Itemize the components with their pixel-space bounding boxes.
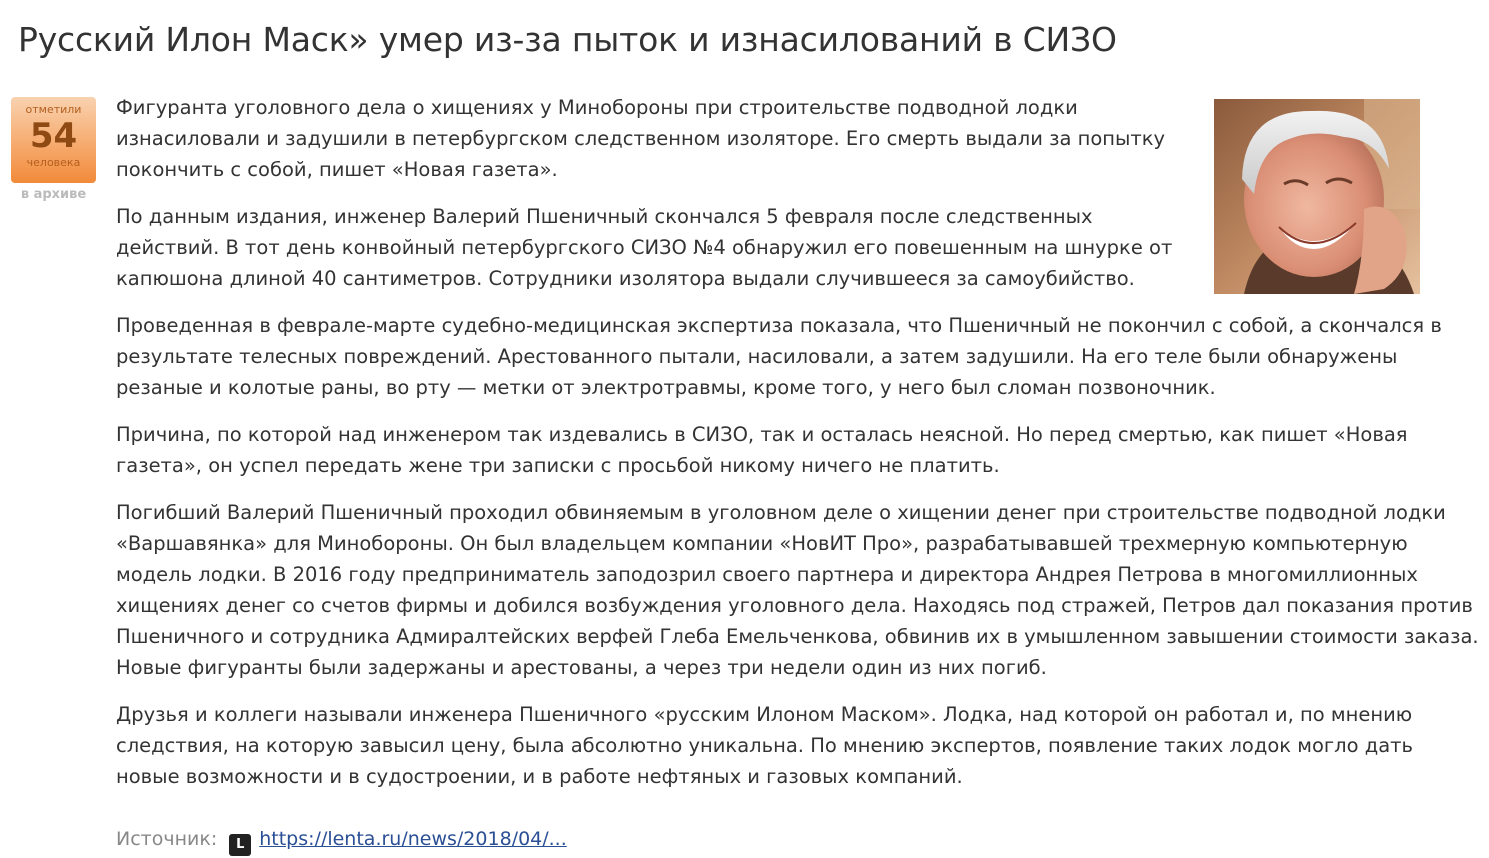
likes-top-label: отметили: [25, 103, 82, 116]
source-link[interactable]: https://lenta.ru/news/2018/04/...: [259, 828, 567, 850]
likes-bottom-label: человека: [26, 156, 81, 169]
article-title: Русский Илон Маск» умер из-за пыток и изнасилований в СИЗО: [18, 20, 1117, 59]
article-body: [116, 92, 1482, 808]
source-label: Источник:: [116, 828, 218, 850]
article-paragraph: По данным издания, инженер Валерий Пшеничный скончался 5 февраля после следственных действий. В тот день конвойный петербургского СИЗО №4 обнаружил его повешенным на шнурке от капюшона длиной 40 сантиметров. Сотрудники изолятора выдали случившееся за самоубийство.: [116, 205, 1173, 290]
source-line: [116, 825, 567, 856]
likes-badge[interactable]: [11, 97, 96, 183]
article-paragraph: Причина, по которой над инженером так издевались в СИЗО, так и осталась неясной. Но перед смертью, как пишет «Новая газета», он успел передать жене три записки с просьбой никому ничего не платить.: [116, 423, 1408, 477]
article-paragraph: Погибший Валерий Пшеничный проходил обвиняемым в уголовном деле о хищении денег при строительстве подводной лодки «Варшавянка» для Минобороны. Он был владельцем компании «НовИТ Про», разрабатывавшей трехмерную компьютерную модель лодки. В 2016 году предприниматель заподозрил своего партнера и директора Андрея Петрова в многомиллионных хищениях денег со счетов фирмы и добился возбуждения уголовного дела. Находясь под стражей, Петров дал показания против Пшеничного и сотрудника Адмиралтейских верфей Глеба Емельченкова, обвинив их в умышленном завышении стоимости заказа. Новые фигуранты были задержаны и арестованы, а через три недели один из них погиб.: [116, 501, 1479, 679]
likes-widget: [11, 97, 96, 202]
archive-link[interactable]: в архиве: [20, 187, 87, 202]
article-paragraph: Фигуранта уголовного дела о хищениях у Минобороны при строительстве подводной лодки изнасиловали и задушили в петербургском следственном изоляторе. Его смерть выдали за попытку покончить с собой, пишет «Новая газета».: [116, 96, 1166, 181]
article-paragraph: Друзья и коллеги называли инженера Пшеничного «русским Илоном Маском». Лодка, над которой он работал и, по мнению следствия, на которую завысил цену, была абсолютно уникальна. По мнению экспертов, появление таких лодок могло дать новые возможности и в судостроении, и в работе нефтяных и газовых компаний.: [116, 703, 1414, 788]
article-paragraph: Проведенная в феврале-марте судебно-медицинская экспертиза показала, что Пшеничный не покончил с собой, а скончался в результате телесных повреждений. Арестованного пытали, насиловали, а затем задушили. На его теле были обнаружены резаные и колотые раны, во рту — метки от электротравмы, кроме того, у него был сломан позвоночник.: [116, 314, 1442, 399]
lenta-icon: L: [229, 834, 251, 856]
likes-count: 54: [29, 116, 78, 156]
